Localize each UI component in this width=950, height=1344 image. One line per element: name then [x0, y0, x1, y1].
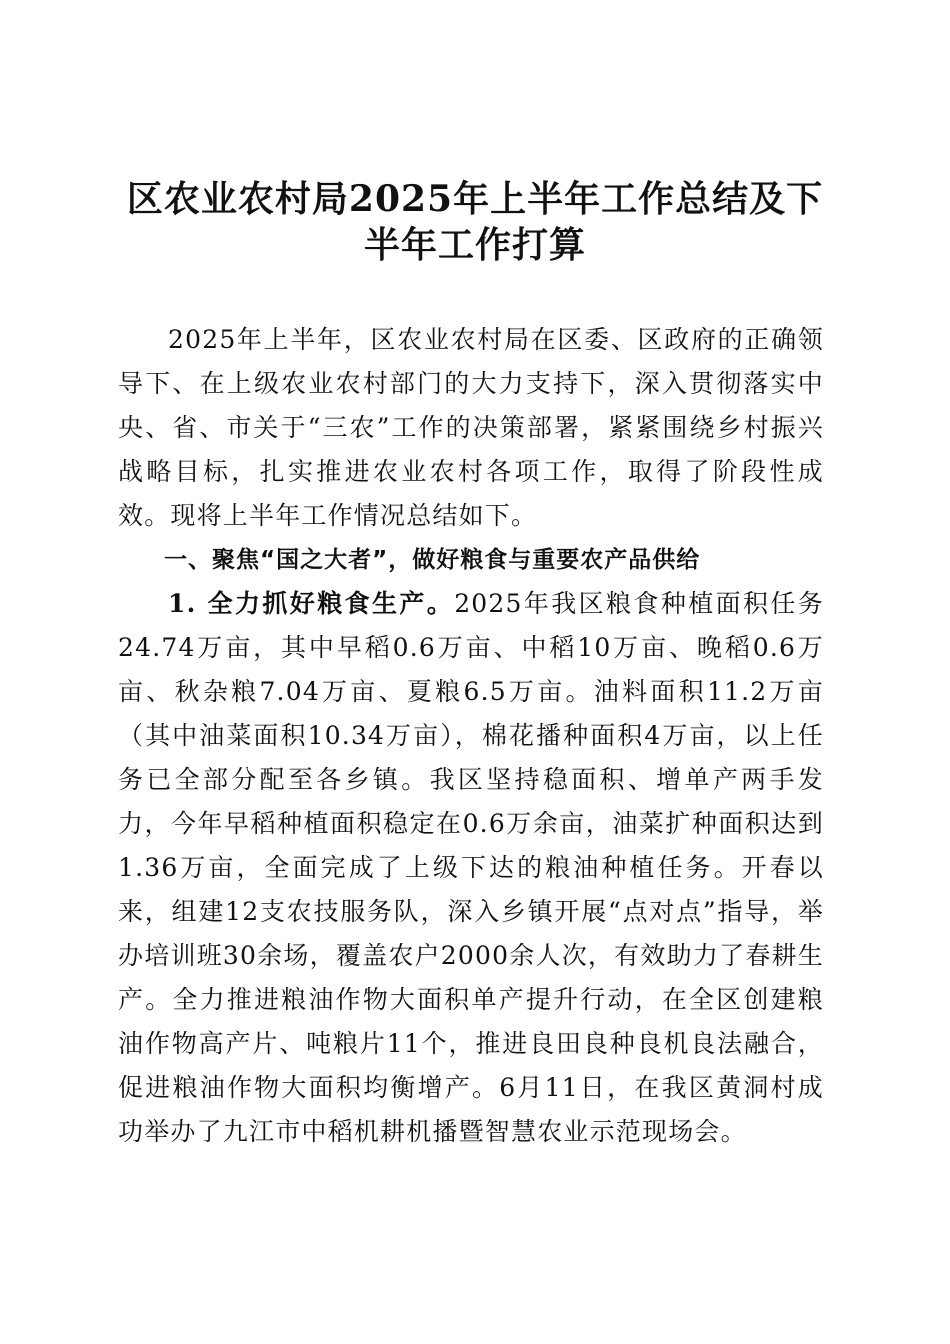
document-body — [118, 318, 824, 1154]
section-heading-1: 一、聚焦“国之大者”，做好粮食与重要农产品供给 — [164, 547, 701, 573]
item-text-1: 2025年我区粮食种植面积任务24.74万亩，其中早稻0.6万亩、中稻10万亩、晚稻0.6万亩、秋杂粮7.04万亩、夏粮6.5万亩。油料面积11.2万亩（其中油菜面积10.34万亩），棉花播种面积4万亩，以上任务已全部分配至各乡镇。我区坚持稳面积、增单产两手发力，今年早稻种植面积稳定在0.6万余亩，油菜扩种面积达到1.36万亩，全面完成了上级下达的粮油种植任务。开春以来，组建12支农技服务队，深入乡镇开展“点对点”指导，举办培训班30余场，覆盖农户2000余人次，有效助力了春耕生产。全力推进粮油作物大面积单产提升行动，在全区创建粮油作物高产片、吨粮片11个，推进良田良种良机良法融合，促进粮油作物大面积均衡增产。6月11日，在我区黄洞村成功举办了九江市中稻机耕机播暨智慧农业示范现场会。 — [118, 589, 825, 1146]
intro-paragraph: 2025年上半年，区农业农村局在区委、区政府的正确领导下、在上级农业农村部门的大力支持下，深入贯彻落实中央、省、市关于“三农”工作的决策部署，紧紧围绕乡村振兴战略目标，扎实推进农业农村各项工作，取得了阶段性成效。现将上半年工作情况总结如下。 — [118, 325, 824, 530]
document-title: 区农业农村局2025年上半年工作总结及下半年工作打算 — [126, 178, 824, 266]
item-lead-1: 1. 全力抓好粮食生产。 — [168, 589, 455, 618]
item-paragraph-1 — [118, 582, 824, 1154]
